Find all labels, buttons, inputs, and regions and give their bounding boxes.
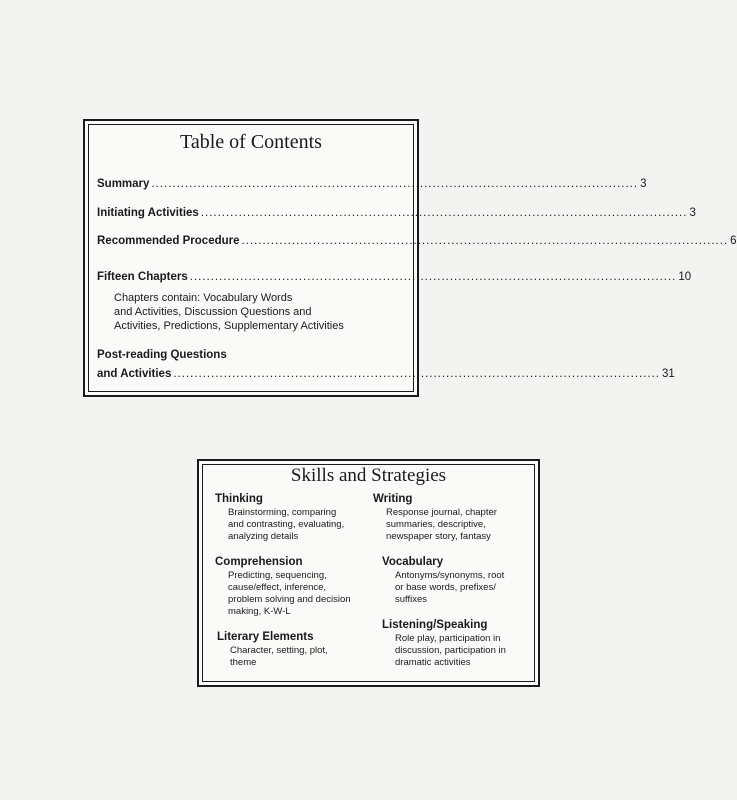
skill-line: Response journal, chapter bbox=[386, 507, 497, 518]
skill-line: problem solving and decision bbox=[228, 594, 351, 605]
skill-line: Character, setting, plot, bbox=[230, 645, 328, 656]
skill-line: summaries, descriptive, bbox=[386, 519, 486, 530]
skill-line: suffixes bbox=[395, 594, 428, 605]
skill-heading: Comprehension bbox=[215, 556, 303, 568]
toc-entry-summary bbox=[97, 178, 647, 190]
toc-entry-label: Initiating Activities bbox=[97, 207, 199, 219]
skill-heading: Listening/Speaking bbox=[382, 619, 488, 631]
chapters-note-line: Activities, Predictions, Supplementary Activities bbox=[114, 320, 344, 332]
toc-leader-dots: .................................................................................................................... bbox=[173, 368, 660, 380]
toc-title: Table of Contents bbox=[180, 131, 322, 153]
skill-listening-speaking bbox=[382, 618, 506, 669]
skill-line: newspaper story, fantasy bbox=[386, 531, 491, 542]
toc-entry-page: 31 bbox=[662, 368, 675, 380]
skills-title: Skills and Strategies bbox=[290, 465, 447, 486]
toc-entry-label: Recommended Procedure bbox=[97, 235, 240, 247]
skill-description bbox=[373, 507, 497, 543]
skill-thinking bbox=[215, 492, 344, 543]
toc-entry-label: Fifteen Chapters bbox=[97, 271, 188, 283]
toc-entry-label: Summary bbox=[97, 178, 150, 190]
toc-entry-page: 3 bbox=[640, 178, 647, 190]
toc-entry-page: 6 bbox=[730, 235, 737, 247]
skill-description bbox=[215, 570, 351, 618]
skill-heading: Writing bbox=[373, 493, 413, 505]
chapters-note-line: and Activities, Discussion Questions and bbox=[114, 306, 312, 318]
skill-heading: Thinking bbox=[215, 493, 263, 505]
toc-entry-page: 3 bbox=[689, 207, 696, 219]
skill-line: or base words, prefixes/ bbox=[395, 582, 496, 593]
skill-line: analyzing details bbox=[228, 531, 299, 542]
skill-writing bbox=[373, 492, 497, 543]
toc-entry-post-reading-line1: Post-reading Questions bbox=[97, 349, 227, 361]
skill-line: cause/effect, inference, bbox=[228, 582, 327, 593]
chapters-note-line: Chapters contain: Vocabulary Words bbox=[114, 292, 293, 304]
table-of-contents-box bbox=[83, 119, 737, 397]
skill-line: dramatic activities bbox=[395, 657, 471, 668]
toc-leader-dots: .................................................................................................................... bbox=[241, 235, 729, 247]
toc-entry-page: 10 bbox=[678, 271, 692, 283]
skill-line: Predicting, sequencing, bbox=[228, 570, 327, 581]
skill-line: discussion, participation in bbox=[395, 645, 506, 656]
skill-line: making, K-W-L bbox=[228, 606, 291, 617]
toc-entry-label: and Activities bbox=[97, 368, 172, 380]
toc-leader-dots: .................................................................................................................... bbox=[151, 178, 639, 190]
toc-entry-initiating-activities bbox=[97, 207, 696, 219]
toc-leader-dots: .................................................................................................................... bbox=[189, 271, 677, 283]
toc-entry-recommended-procedure bbox=[97, 235, 737, 247]
skill-line: and contrasting, evaluating, bbox=[228, 519, 345, 530]
skill-heading: Vocabulary bbox=[382, 556, 444, 568]
skills-and-strategies-box bbox=[197, 459, 540, 687]
skill-line: theme bbox=[230, 657, 257, 668]
toc-entry-fifteen-chapters bbox=[97, 271, 692, 283]
skill-literary-elements bbox=[217, 630, 328, 669]
chapters-note bbox=[114, 291, 394, 333]
skill-vocabulary bbox=[382, 555, 504, 606]
skill-line: Brainstorming, comparing bbox=[228, 507, 337, 518]
skill-line: Role play, participation in bbox=[395, 633, 501, 644]
toc-leader-dots: .................................................................................................................... bbox=[200, 207, 688, 219]
skill-description bbox=[217, 645, 328, 669]
skill-heading: Literary Elements bbox=[217, 631, 314, 643]
toc-entry-post-reading bbox=[97, 368, 675, 380]
skill-comprehension bbox=[215, 555, 351, 618]
skill-line: Antonyms/synonyms, root bbox=[395, 570, 505, 581]
skill-description bbox=[382, 570, 504, 606]
skill-description bbox=[215, 507, 344, 543]
skill-description bbox=[382, 633, 506, 669]
